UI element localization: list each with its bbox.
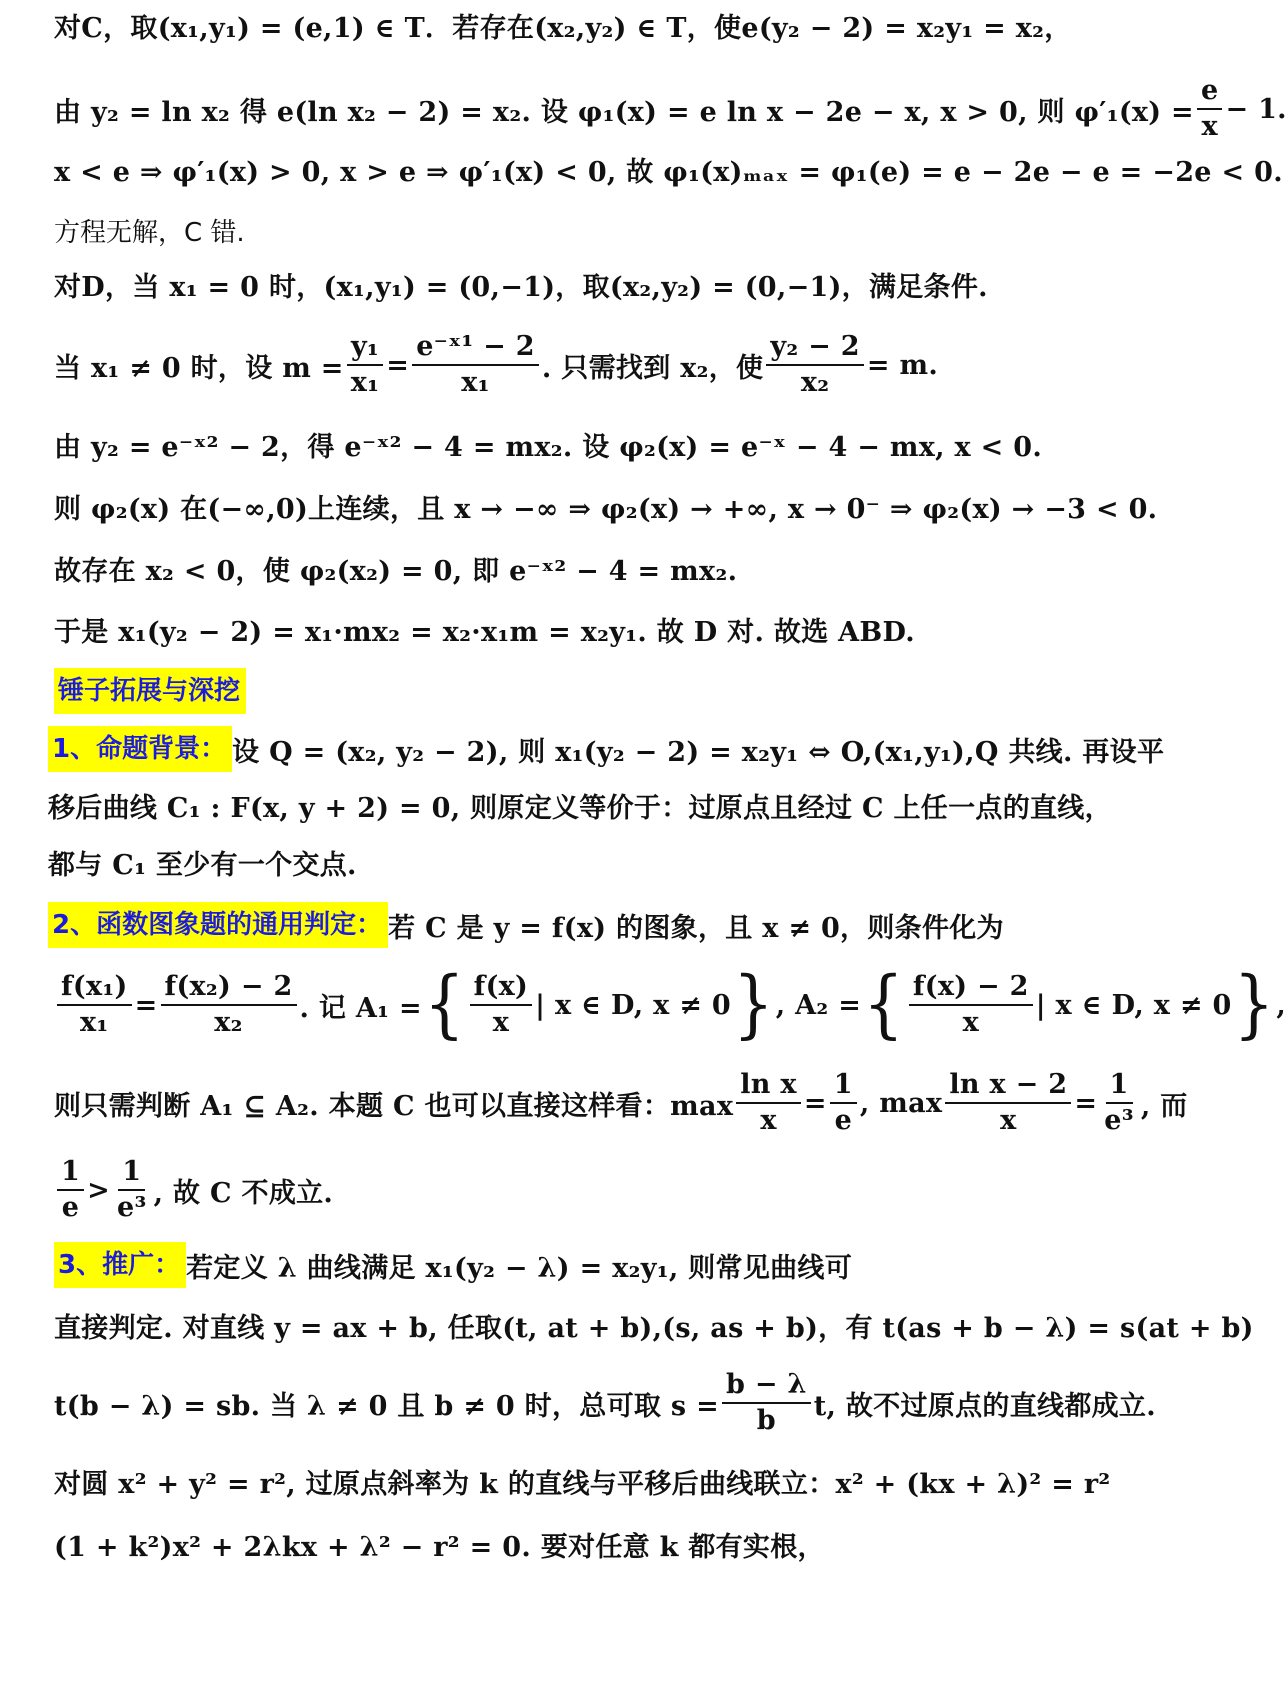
line-9 — [54, 549, 1060, 588]
line-10 — [54, 610, 1060, 649]
fraction — [722, 1368, 811, 1438]
text: , max — [859, 1087, 943, 1119]
section-label: 2、函数图象题的通用判定： — [48, 902, 388, 948]
text: 若定义 λ 曲线满足 x₁(y₂ − λ) = x₂y₁, 则常见曲线可 — [186, 1252, 853, 1284]
denominator: x₂ — [214, 1007, 243, 1038]
text: , 而 — [1140, 1090, 1188, 1122]
line-3 — [54, 150, 1283, 189]
denominator: x — [962, 1007, 979, 1038]
section-1-line-3 — [48, 843, 1060, 882]
text: . 记 A₁ = — [299, 992, 422, 1024]
fraction — [1100, 1068, 1138, 1138]
denominator: x — [1000, 1105, 1017, 1136]
text: t(b − λ) = sb. 当 λ ≠ 0 且 b ≠ 0 时，总可取 s = — [54, 1390, 720, 1422]
fraction — [736, 1068, 801, 1138]
text: 直接判定. 对直线 y = ax + b, 任取(t, at + b),(s, as + b)，有 t(as + b − λ) = s(at + b) — [54, 1313, 1254, 1344]
denominator: e — [834, 1105, 853, 1136]
text: = m. — [866, 349, 939, 381]
section-1-line-2 — [48, 786, 1112, 825]
denominator: b — [756, 1405, 776, 1436]
numerator: f(x₁) — [57, 970, 132, 1006]
section-heading — [54, 668, 1060, 714]
text: (1 + k²)x² + 2λkx + λ² − r² = 0. 要对任意 k 都有实根， — [54, 1532, 825, 1563]
text: 由 y₂ = e⁻ˣ² − 2，得 e⁻ˣ² − 4 = mx₂. 设 φ₂(x) = e⁻ˣ − 4 − mx, x < 0. — [54, 432, 1043, 463]
numerator: 1 — [118, 1155, 145, 1191]
section-2-line-4: $\frac{1}{e}$ > $\frac{1}{\text{e³}}$ , 故 C 不成立. — [54, 1155, 1060, 1225]
text: 移后曲线 C₁ : F(x, y + 2) = 0, 则原定义等价于：过原点且经过 C 上任一点的直线， — [48, 793, 1112, 824]
text: 则 φ₂(x) 在(−∞,0)上连续，且 x → −∞ ⇒ φ₂(x) → +∞, x → 0⁻ ⇒ φ₂(x) → −3 < 0. — [54, 494, 1158, 525]
line-1 — [54, 6, 1072, 45]
line-4 — [54, 212, 1060, 249]
line-7 — [54, 425, 1060, 464]
denominator: x₁ — [80, 1007, 109, 1038]
section-3-line-5 — [54, 1525, 1060, 1564]
text: . 只需找到 x₂，使 — [541, 352, 764, 384]
text: t, 故不过原点的直线都成立. — [813, 1390, 1156, 1422]
denominator: e³ — [1104, 1105, 1134, 1136]
numerator: 1 — [830, 1068, 857, 1104]
numerator: y₁ — [347, 330, 383, 366]
denominator: x₂ — [800, 367, 830, 398]
text: 故存在 x₂ < 0，使 φ₂(x₂) = 0, 即 e⁻ˣ² − 4 = mx₂. — [54, 556, 738, 587]
numerator: e⁻ˣ¹ − 2 — [412, 330, 539, 366]
denominator: e³ — [117, 1192, 147, 1223]
section-label: 1、命题背景： — [48, 726, 232, 772]
numerator: f(x₂) − 2 — [161, 970, 297, 1006]
text: 对圆 x² + y² = r², 过原点斜率为 k 的直线与平移后曲线联立：x² + (kx + λ)² = r² — [54, 1469, 1111, 1500]
denominator: x — [1201, 111, 1218, 142]
text: | x ∈ D, x ≠ 0 — [1035, 989, 1232, 1021]
line-8 — [54, 487, 1158, 526]
fraction — [113, 1155, 151, 1225]
text: 方程无解，C 错. — [54, 218, 245, 248]
fraction — [412, 330, 539, 400]
text: x < e ⇒ φ′₁(x) > 0, x > e ⇒ φ′₁(x) < 0, 故 φ₁(x)ₘₐₓ = φ₁(e) = e − 2e − e = −2e < 0. — [54, 157, 1283, 188]
text: | x ∈ D, x ≠ 0 — [535, 989, 731, 1021]
fraction — [161, 970, 297, 1040]
section-3-line-2 — [54, 1306, 1254, 1345]
numerator: y₂ − 2 — [766, 330, 864, 366]
fraction — [945, 1068, 1071, 1138]
denominator: x — [760, 1105, 777, 1136]
text: 若 C 是 y = f(x) 的图象，且 x ≠ 0，则条件化为 — [388, 912, 1004, 944]
text: 设 Q = (x₂, y₂ − 2), 则 x₁(y₂ − 2) = x₂y₁ ⇔ O,(x₁,y₁),Q 共线. 再设平 — [232, 736, 1165, 768]
numerator: f(x) — [470, 970, 532, 1006]
denominator: x₁ — [461, 367, 490, 398]
section-2-line-3: 则只需判断 A₁ ⊆ A₂. 本题 C 也可以直接这样看：max $\frac{\text{ln x}}{x}$ = $\frac{1}{e}$ , max $\frac{\text{ln x − 2}}{x}$ = $\frac{1}{\text{e³}}$ , 而 — [54, 1069, 1188, 1136]
line-2 — [54, 74, 1287, 144]
numerator: 1 — [1106, 1068, 1133, 1104]
fraction — [1197, 74, 1222, 144]
text: = — [386, 349, 410, 381]
numerator: ln x − 2 — [945, 1068, 1071, 1104]
text: 由 y₂ = ln x₂ 得 e(ln x₂ − 2) = x₂. 设 φ₁(x) = e ln x − 2e − x, x > 0, 则 φ′₁(x) = — [54, 96, 1194, 128]
text: , 故 C 不成立. — [153, 1177, 334, 1209]
section-3-line-3 — [54, 1368, 1156, 1438]
text: 当 x₁ ≠ 0 时，设 m = — [54, 352, 344, 384]
denominator: x — [492, 1007, 510, 1038]
heading-highlight: 锤子拓展与深挖 — [54, 668, 246, 714]
section-2-formula: $\frac{\text{f(x₁)}}{\text{x₁}}$ = $\frac{\text{f(x₂) − 2}}{\text{x₂}}$ . 记 A₁ = { $\frac{f(x)}{x}$ | x ∈ D, x ≠ 0 } , A₂ = { $\frac{f(x) - 2}{x}$ | x ∈ D, x ≠ 0 } , — [54, 968, 1060, 1042]
fraction — [347, 330, 384, 400]
numerator: e — [1197, 74, 1222, 110]
section-3-line-4 — [54, 1462, 1111, 1501]
section-2 — [48, 902, 1060, 948]
numerator: ln x — [736, 1068, 801, 1104]
line-6 — [54, 330, 1060, 400]
text: 于是 x₁(y₂ − 2) = x₁·mx₂ = x₂·x₁m = x₂y₁. 故 D 对. 故选 ABD. — [54, 617, 915, 648]
text: 对D，当 x₁ = 0 时，(x₁,y₁) = (0,−1)，取(x₂,y₂) = (0,−1)，满足条件. — [54, 272, 988, 303]
text: 对C，取(x₁,y₁) = (e,1) ∈ T．若存在(x₂,y₂) ∈ T，使e(y₂ − 2) = x₂y₁ = x₂， — [54, 13, 1072, 44]
fraction — [470, 970, 532, 1040]
fraction — [909, 970, 1033, 1040]
section-label: 3、推广： — [54, 1242, 186, 1288]
fraction — [830, 1068, 857, 1138]
section-1 — [48, 726, 1165, 772]
fraction — [57, 1155, 84, 1225]
text: , A₂ = — [775, 989, 862, 1021]
numerator: f(x) − 2 — [909, 970, 1033, 1006]
line-5 — [54, 265, 1060, 304]
fraction — [57, 970, 132, 1040]
text: − 1. — [1225, 93, 1287, 125]
numerator: 1 — [57, 1155, 84, 1191]
fraction — [766, 330, 864, 400]
denominator: x₁ — [350, 367, 380, 398]
text: 则只需判断 A₁ ⊆ A₂. 本题 C 也可以直接这样看：max — [54, 1090, 734, 1122]
section-3 — [54, 1242, 1060, 1288]
text: 都与 C₁ 至少有一个交点. — [48, 850, 357, 881]
numerator: b − λ — [722, 1368, 811, 1404]
denominator: e — [61, 1192, 80, 1223]
